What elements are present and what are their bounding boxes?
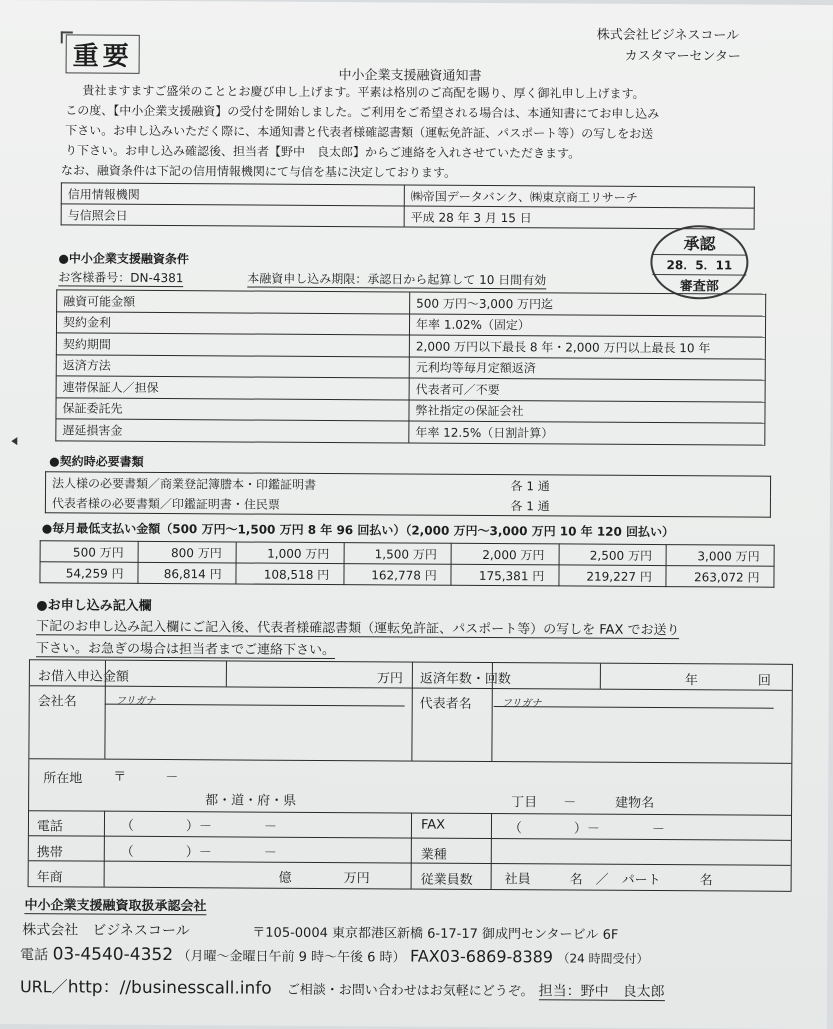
table-row bbox=[40, 562, 774, 587]
fax-hours: （24 時間受付） bbox=[557, 951, 649, 966]
monthly-payment-cell: 175,381 円 bbox=[451, 564, 559, 586]
contact-person: 担当：野中 良太郎 bbox=[538, 983, 665, 1001]
loan-amount-cell: 1,000 万円 bbox=[236, 542, 344, 564]
fax-label: FAX bbox=[409, 946, 440, 966]
credit-label: 信用情報機関 bbox=[61, 183, 404, 206]
footer-phone-row bbox=[20, 944, 649, 968]
credit-info-table bbox=[61, 182, 755, 229]
document-row bbox=[45, 492, 770, 517]
company-name: 株式会社ビジネスコール bbox=[596, 27, 740, 44]
condition-value: 500 万円～3,000 万円迄 bbox=[410, 292, 766, 316]
documents-table bbox=[45, 471, 771, 517]
employees-label: 従業員数 bbox=[420, 872, 473, 888]
postal-code-field[interactable]: 〒 － bbox=[113, 769, 179, 786]
condition-label: 遅延損害金 bbox=[56, 419, 409, 443]
application-instruction-1: 下記のお申し込み記入欄にご記入後、代表者様確認書類（運転免許証、パスポート等）の写しを FAX でお送り bbox=[36, 615, 679, 639]
prefecture-field[interactable]: 都・道・府・県 bbox=[205, 793, 297, 809]
loan-amount-cell: 500 万円 bbox=[40, 541, 138, 563]
company-name-label: 会社名 bbox=[37, 694, 77, 710]
approval-stamp bbox=[650, 225, 748, 300]
document-count: 各 1 通 bbox=[510, 478, 550, 493]
page-title: 中小企業支援融資通知書 bbox=[338, 68, 482, 84]
condition-value: 元利均等毎月定額返済 bbox=[409, 357, 765, 381]
stamp-bottom: 審査部 bbox=[679, 279, 719, 295]
times-unit: 回 bbox=[757, 673, 771, 689]
stamp-top: 承認 bbox=[683, 234, 716, 254]
condition-value: 年率 1.02%（固定） bbox=[409, 314, 765, 338]
monthly-payment-cell: 219,227 円 bbox=[559, 565, 667, 587]
monthly-payment-cell: 86,814 円 bbox=[138, 562, 236, 584]
footer-org: 中小企業支援融資取扱承認会社 bbox=[24, 894, 206, 915]
revenue-field[interactable]: 億 万円 bbox=[278, 870, 370, 887]
condition-value: 年率 12.5%（日割計算） bbox=[409, 421, 765, 445]
monthly-payment-cell: 263,072 円 bbox=[666, 566, 774, 588]
company-name-field[interactable] bbox=[109, 690, 404, 758]
phone-label: 電話 bbox=[36, 819, 64, 835]
intro-line-4: り下さい。お申し込み確認後、担当者【野中 良太郎】からご連絡を入れさせていただきます。 bbox=[65, 143, 581, 161]
fax-field[interactable]: （ ）－ － bbox=[508, 821, 666, 838]
furigana-label: フリガナ bbox=[501, 698, 542, 710]
document-count: 各 1 通 bbox=[510, 498, 550, 513]
url-label: URL／ bbox=[19, 977, 68, 997]
revenue-label: 年商 bbox=[36, 870, 63, 886]
loan-amount-cell: 2,500 万円 bbox=[559, 544, 667, 566]
credit-value: 平成 28 年 3 月 15 日 bbox=[404, 206, 754, 229]
page-marker-icon bbox=[11, 437, 17, 445]
documents-heading: ●契約時必要書類 bbox=[49, 454, 144, 469]
loan-amount-cell: 2,000 万円 bbox=[451, 543, 559, 565]
application-form[interactable] bbox=[28, 659, 793, 892]
mobile-label: 携帯 bbox=[36, 845, 63, 861]
condition-label: 返済方法 bbox=[56, 354, 409, 378]
condition-label: 融資可能金額 bbox=[57, 290, 410, 314]
condition-label: 保証委託先 bbox=[56, 397, 409, 421]
phone-field[interactable]: （ ）－ － bbox=[120, 818, 278, 835]
conditions-heading: ●中小企業支援融資条件 bbox=[58, 251, 189, 267]
condition-label: 連帯保証人／担保 bbox=[56, 376, 409, 400]
department-name: カスタマーセンター bbox=[624, 48, 741, 65]
payments-table bbox=[39, 540, 774, 587]
industry-field[interactable] bbox=[495, 841, 785, 863]
loan-amount-cell: 1,500 万円 bbox=[344, 543, 452, 565]
phone-number[interactable]: 03-4540-4352 bbox=[52, 944, 174, 966]
intro-line-3: 下さい。お申し込みいただく際に、本通知書と代表者様確認書類（運転免許証、パスポート等）の写しをお送 bbox=[65, 123, 654, 141]
credit-label: 与信照会日 bbox=[61, 204, 404, 227]
repayment-label: 返済年数・回数 bbox=[419, 671, 511, 688]
mobile-field[interactable]: （ ）－ － bbox=[120, 844, 277, 861]
credit-value: ㈱帝国データバンク、㈱東京商工リサーチ bbox=[404, 185, 754, 208]
furigana-label: フリガナ bbox=[115, 695, 156, 707]
application-heading: ●お申し込み記入欄 bbox=[36, 598, 152, 614]
important-badge: 重要 bbox=[66, 34, 140, 73]
footer-company: 株式会社 ビジネスコール bbox=[22, 922, 190, 940]
table-row bbox=[56, 419, 765, 445]
condition-value: 弊社指定の保証会社 bbox=[409, 400, 765, 424]
conditions-table bbox=[55, 289, 766, 445]
years-unit: 年 bbox=[684, 673, 698, 689]
condition-label: 契約期間 bbox=[56, 333, 409, 357]
condition-value: 代表者可／不要 bbox=[409, 378, 765, 402]
employees-field[interactable]: 社員 名 ／ パート 名 bbox=[504, 872, 713, 889]
phone-hours: （月曜～金曜日午前 9 時～午後 6 時） bbox=[177, 949, 406, 966]
fax-label: FAX bbox=[420, 817, 446, 833]
representative-label: 代表者名 bbox=[419, 696, 472, 712]
application-instruction-2: 下さい。お急ぎの場合は担当者までご連絡下さい。 bbox=[36, 637, 335, 659]
document-label: 法人様の必要書類／商業登記簿謄本・印鑑証明書 bbox=[52, 475, 317, 492]
stamp-date: 28．5．11 bbox=[652, 254, 746, 276]
document-label: 代表者様の必要書類／印鑑証明書・住民票 bbox=[51, 495, 280, 512]
contact-message: ご相談・お問い合わせはお気軽にどうぞ。 bbox=[286, 982, 534, 1000]
website-link[interactable]: http：//businesscall.info bbox=[67, 977, 272, 999]
loan-amount-cell: 800 万円 bbox=[138, 541, 236, 563]
loan-amount-cell: 3,000 万円 bbox=[666, 545, 774, 567]
street-building-field[interactable]: 丁目 － 建物名 bbox=[511, 795, 655, 812]
condition-value: 2,000 万円以下最長 8 年・2,000 万円以上最長 10 年 bbox=[409, 335, 765, 359]
intro-line-5: なお、融資条件は下記の信用情報機関にて与信を基に決定しております。 bbox=[60, 163, 457, 180]
application-deadline: 本融資申し込み期限：承認日から起算して 10 日間有効 bbox=[247, 271, 547, 288]
table-row bbox=[45, 492, 770, 517]
intro-line-1: 貴社ますますご盛栄のこととお慶び申し上げます。平素は格別のご高配を賜り、厚く御礼申し上げます。 bbox=[82, 83, 645, 101]
table-row bbox=[61, 204, 754, 229]
phone-label: 電話 bbox=[20, 947, 49, 964]
condition-label: 契約金利 bbox=[56, 311, 409, 335]
monthly-payment-cell: 54,259 円 bbox=[40, 562, 138, 584]
customer-number: お客様番号：DN-4381 bbox=[58, 270, 184, 286]
monthly-payment-cell: 108,518 円 bbox=[236, 563, 344, 585]
address-label: 所在地 bbox=[43, 771, 83, 787]
payments-heading: ●毎月最低支払い金額（500 万円～1,500 万円 8 年 96 回払い）（2,000 万円～3,000 万円 10 年 120 回払い） bbox=[41, 521, 675, 540]
fax-number[interactable]: 03-6869-8389 bbox=[439, 946, 554, 967]
loan-amount-unit: 万円 bbox=[376, 671, 403, 687]
monthly-payment-cell: 162,778 円 bbox=[344, 564, 452, 586]
representative-field[interactable] bbox=[495, 692, 785, 760]
loan-amount-label: お借入申込金額 bbox=[37, 669, 129, 685]
intro-line-2: この度、【中小企業支援融資】の受付を開始しました。ご利用をご希望される場合は、本通知書にてお申し込み bbox=[65, 103, 660, 122]
footer-url-row bbox=[20, 972, 665, 1001]
footer-address: 〒105-0004 東京都港区新橋 6-17-17 御成門センタービル 6F bbox=[252, 925, 619, 943]
industry-label: 業種 bbox=[420, 847, 447, 863]
